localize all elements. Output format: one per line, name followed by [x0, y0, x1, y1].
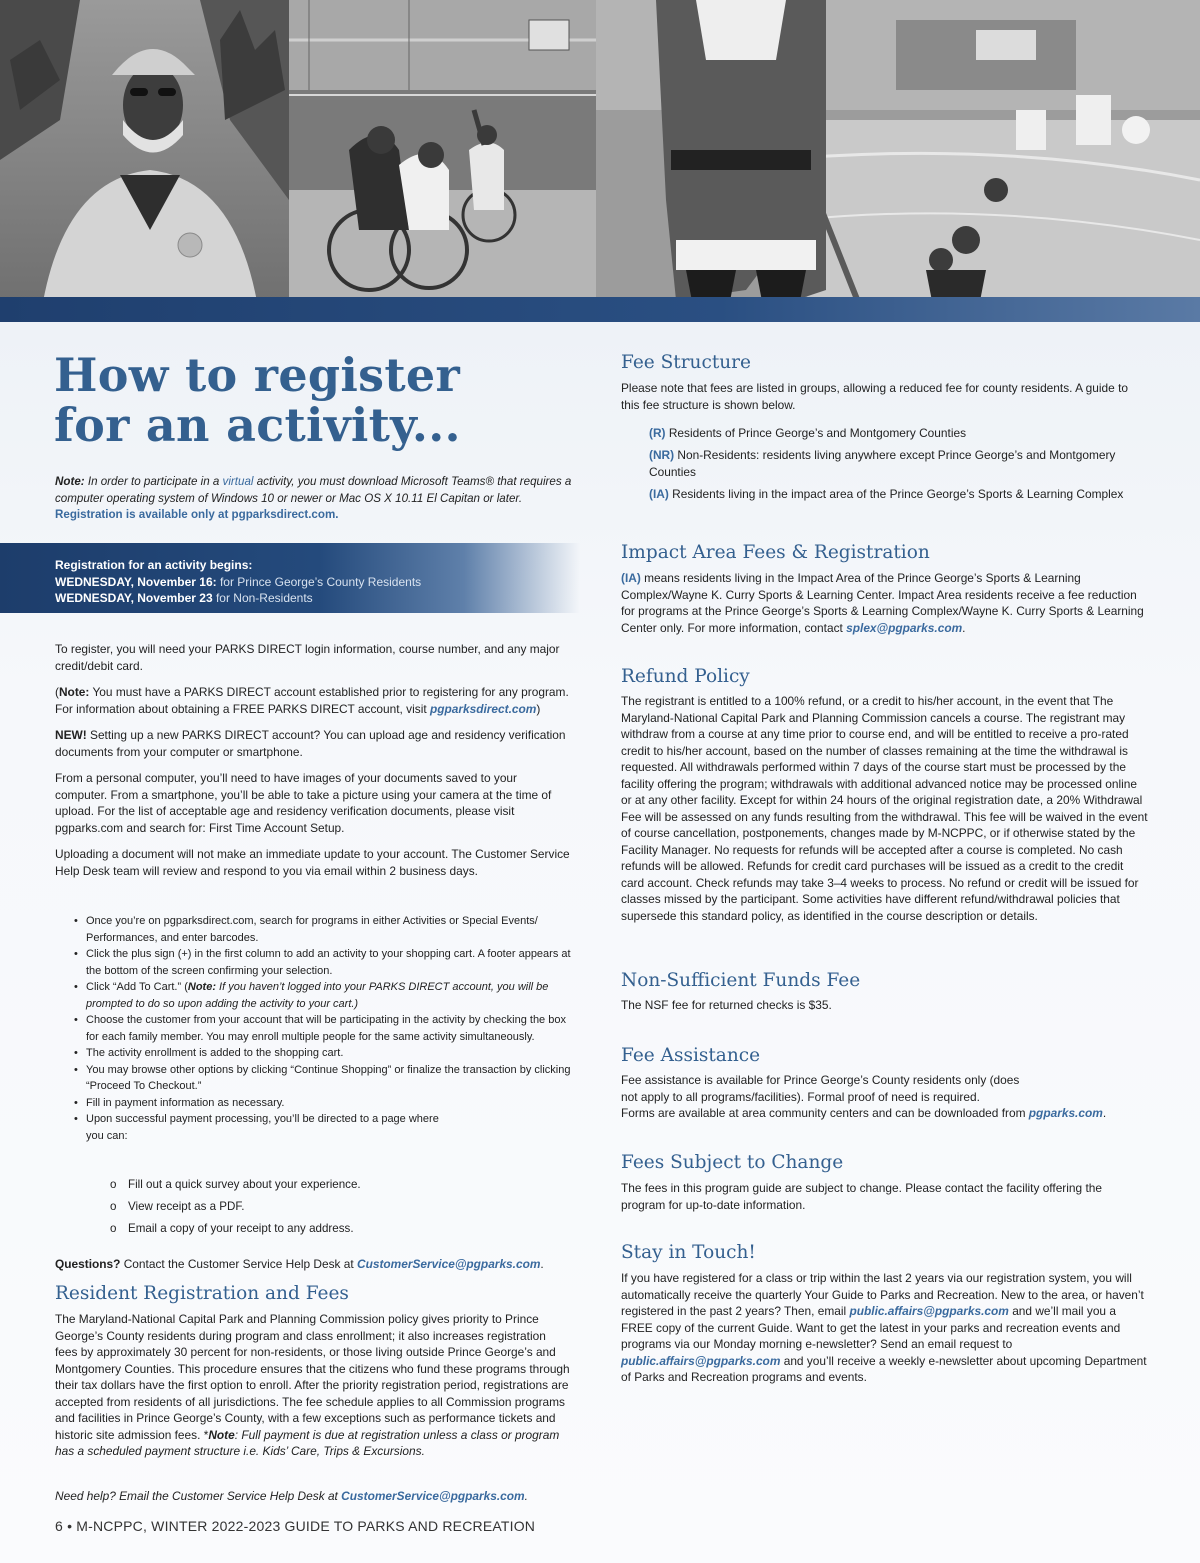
fee-tag-nr: (NR)	[649, 448, 675, 462]
new-label: NEW!	[55, 728, 87, 742]
page-title-line-1: How to register	[54, 348, 460, 402]
splex-email-link[interactable]: splex@pgparks.com	[846, 620, 963, 635]
questions-label: Questions?	[55, 1257, 121, 1271]
registration-instructions	[55, 641, 570, 889]
resident-registration-text: The Maryland-National Capital Park and Planning Commission policy gives priority to Prince George’s County residents during program and class enrollment; it also increases registration fees by approximately 30 percent for non-residents, or those living outside Prince George’s and Montgomery Counties. This procedure ensures that the citizens who fund these programs through their tax dollars have the first option to enroll. After the priority registration period, registrations are accepted from residents of all jurisdictions. The fee schedule applies to all Commission programs and facilities in Prince George’s County, with a few exceptions such as performance tickets and historic site admission fees. *Note: Full payment is due at registration unless a class or program has a scheduled payment structure i.e. Kids’ Care, Trips & Excursions.	[55, 1312, 570, 1458]
list-item: • Click “Add To Cart.” (Note: If you haven’t logged into your PARKS DIRECT account, you will be prompted to do so upon adding the activity to your cart.)	[72, 979, 577, 1012]
impact-area-heading: Impact Area Fees & Registration	[621, 542, 930, 563]
public-affairs-email-link-2[interactable]: public.affairs@pgparks.com	[621, 1353, 781, 1368]
need-help-line: Need help? Email the Customer Service Help Desk at CustomerService@pgparks.com.	[55, 1489, 528, 1503]
fee-structure-intro: Please note that fees are listed in groups, allowing a reduced fee for county residents. A guide to this fee structure is shown below.	[621, 381, 1128, 412]
fee-group-nonresidents: (NR) Non-Residents: residents living anywhere except Prince George’s and Montgomery Counties	[649, 448, 1116, 479]
public-affairs-email-link[interactable]: public.affairs@pgparks.com	[849, 1304, 1009, 1318]
list-item: o View receipt as a PDF.	[110, 1196, 361, 1218]
banner-heading: Registration for an activity begins:	[55, 558, 253, 572]
registration-dates-banner	[0, 543, 580, 613]
p2-note-label: Note:	[58, 685, 90, 699]
refund-policy-text: The registrant is entitled to a 100% refund, or a credit to his/her account, in the event that The Maryland-National Capital Park and Planning Commission cancels a course. The registrant may withdraw from a course at any time prior to course end, and will be entitled to receive a pro-rated credit to his/her account, based on the number of classes remaining at the time the withdrawal is requested. All withdrawals performed within 7 days of the course start must be processed by the facility offering the program; withdrawals with additional advanced notice may be processed online or at any other facility. Except for within 24 hours of the original registration date, a 20% Withdrawal Fee will be assessed on any funds resulting from the withdrawal. This fee will be waived in the event of course cancellation, postponements, changes made by M-NCPPC, or if otherwise stated by the Facility Manager. No requests for refunds will be accepted after a course is completed. No cash refunds will be allowed. Refunds for credit card purchases will be issued as a credit to the credit card account. Check refunds may take 3–4 weeks to process. No refund or credit will be issued for classes missed by the participant. Some activities have different refund/withdrawal policies that supersede this standard policy, as identified in the course description or details.	[621, 694, 1148, 923]
list-item: o Fill out a quick survey about your experience.	[110, 1174, 361, 1196]
fee-group-residents: (R) Residents of Prince George’s and Montgomery Counties	[649, 426, 967, 440]
list-item: o Email a copy of your receipt to any address.	[110, 1218, 361, 1240]
banner-date-residents: WEDNESDAY, November 16:	[55, 574, 217, 589]
list-item: • Upon successful payment processing, you’ll be directed to a page where you can:	[72, 1111, 577, 1144]
instructions-paragraph-3: NEW! Setting up a new PARKS DIRECT account? You can upload age and residency verification documents from your computer or smartphone.	[55, 728, 566, 759]
banner-row-nonresidents	[55, 590, 580, 607]
note-label: Note:	[55, 475, 85, 488]
instructions-paragraph-1: To register, you will need your PARKS DIRECT login information, course number, and any major credit/debit card.	[55, 642, 560, 673]
pgparksdirect-link[interactable]: pgparksdirect.com	[429, 701, 537, 716]
banner-text-nonresidents: for Non-Residents	[212, 591, 313, 605]
bullet-note-label: Note:	[187, 981, 216, 993]
list-item: • The activity enrollment is added to the shopping cart.	[72, 1045, 577, 1062]
note-text-a: In order to participate in a	[84, 475, 223, 488]
instructions-paragraph-4: From a personal computer, you’ll need to have images of your documents saved to your computer. From a smartphone, you’ll be able to take a picture using your camera at the time of upload. For the list of acceptable age and residency verification documents, please visit pgparks.com and search for: First Time Account Setup.	[55, 771, 552, 835]
impact-area-text: (IA) means residents living in the Impact Area of the Prince George’s Sports & Learning Complex/Wayne K. Curry Sports & Learning Center. Impact Area residents receive a fee reduction for programs at the Prince George’s Sports & Learning Complex/Wayne K. Curry Sports & Learning Center only. For more information, contact splex@pgparks.com.	[621, 571, 1144, 635]
list-item: • You may browse other options by clicking “Continue Shopping” or finalize the transaction by clicking “Proceed To Checkout.”	[72, 1062, 577, 1095]
note-text-b: activity, you must download Microsoft Teams® that requires a computer operating system of Windows 10 or newer or Mac OS X 10.11 El Capitan or later.	[55, 475, 572, 505]
photo-wheelchair-basketball	[289, 0, 596, 322]
registration-steps-list	[72, 913, 577, 1144]
photo-accent-band	[0, 297, 1200, 322]
list-item: • Choose the customer from your account that will be participating in the activity by checking the box for each family member. You may enroll multiple people for the same activity simultaneously.	[72, 1012, 577, 1045]
resident-note-label: Note	[208, 1427, 235, 1442]
help-email-link[interactable]: CustomerService@pgparks.com	[341, 1489, 525, 1503]
impact-tag-ia: (IA)	[621, 571, 641, 585]
nsf-fee-text: The NSF fee for returned checks is $35.	[621, 998, 832, 1012]
fee-assistance-text: Fee assistance is available for Prince George’s County residents only (does not apply to all programs/facilities). Formal proof of need is required. Forms are available at area community centers and can be downloaded from pgparks.com.	[621, 1073, 1107, 1120]
banner-text-residents: for Prince George’s County Residents	[216, 574, 422, 589]
post-payment-options	[110, 1174, 361, 1240]
photo-santa-pool	[596, 0, 1200, 322]
pgparks-link[interactable]: pgparks.com	[1028, 1106, 1103, 1120]
virtual-link[interactable]: virtual	[222, 475, 254, 488]
resident-registration-heading: Resident Registration and Fees	[55, 1283, 349, 1304]
customer-service-email-link[interactable]: CustomerService@pgparks.com	[357, 1257, 541, 1271]
instructions-paragraph-5: Uploading a document will not make an immediate update to your account. The Customer Service Help Desk team will review and respond to you via email within 2 business days.	[55, 847, 570, 878]
banner-date-nonresidents: WEDNESDAY, November 23	[55, 591, 213, 605]
list-item: • Click the plus sign (+) in the first column to add an activity to your shopping cart. A footer appears at the bottom of the screen confirming your selection.	[72, 946, 577, 979]
list-item: • Fill in payment information as necessary.	[72, 1095, 577, 1112]
fee-assistance-heading: Fee Assistance	[621, 1045, 761, 1066]
virtual-activity-note	[55, 474, 575, 524]
refund-policy-heading: Refund Policy	[621, 666, 750, 687]
fee-tag-ia: (IA)	[649, 487, 669, 501]
fee-structure-heading: Fee Structure	[621, 352, 751, 373]
fees-subject-to-change-text: The fees in this program guide are subject to change. Please contact the facility offering the program for up-to-date information.	[621, 1181, 1102, 1212]
photo-man-outdoors	[0, 0, 289, 322]
stay-in-touch-text: If you have registered for a class or trip within the last 2 years via our registration system, you will automatically receive the quarterly Your Guide to Parks and Recreation. New to the area, or haven’t registered in the past 2 years? Then, email public.affairs@pgparks.com and we’ll mail you a FREE copy of the current Guide. Want to get the latest in your parks and recreation events and programs via our Monday morning e-newsletter? Send an email request to public.affairs@pgparks.com and you’ll receive a weekly e-newsletter about upcoming Department of Parks and Recreation programs and events.	[621, 1271, 1147, 1384]
page-footer: 6 • M-NCPPC, WINTER 2022-2023 GUIDE TO PARKS AND RECREATION	[55, 1518, 536, 1534]
stay-in-touch-heading: Stay in Touch!	[621, 1242, 756, 1263]
instructions-paragraph-2: (Note: You must have a PARKS DIRECT account established prior to registering for any program. For information about obtaining a FREE PARKS DIRECT account, visit pgparksdirect.com)	[55, 685, 569, 716]
page-title-line-2: for an activity...	[54, 398, 461, 452]
fee-group-impact-area: (IA) Residents living in the impact area of the Prince George’s Sports & Learning Complex	[649, 487, 1124, 501]
fees-subject-to-change-heading: Fees Subject to Change	[621, 1152, 844, 1173]
banner-row-residents	[55, 574, 580, 591]
registration-link[interactable]: Registration is available only at pgparksdirect.com.	[55, 508, 339, 521]
page-title	[54, 350, 461, 450]
questions-line: Questions? Contact the Customer Service Help Desk at CustomerService@pgparks.com.	[55, 1257, 544, 1271]
list-item: • Once you’re on pgparksdirect.com, search for programs in either Activities or Special Events/ Performances, and enter barcodes.	[72, 913, 577, 946]
nsf-fee-heading: Non-Sufficient Funds Fee	[621, 970, 861, 991]
photo-strip	[0, 0, 1200, 322]
fee-tag-r: (R)	[649, 426, 666, 440]
